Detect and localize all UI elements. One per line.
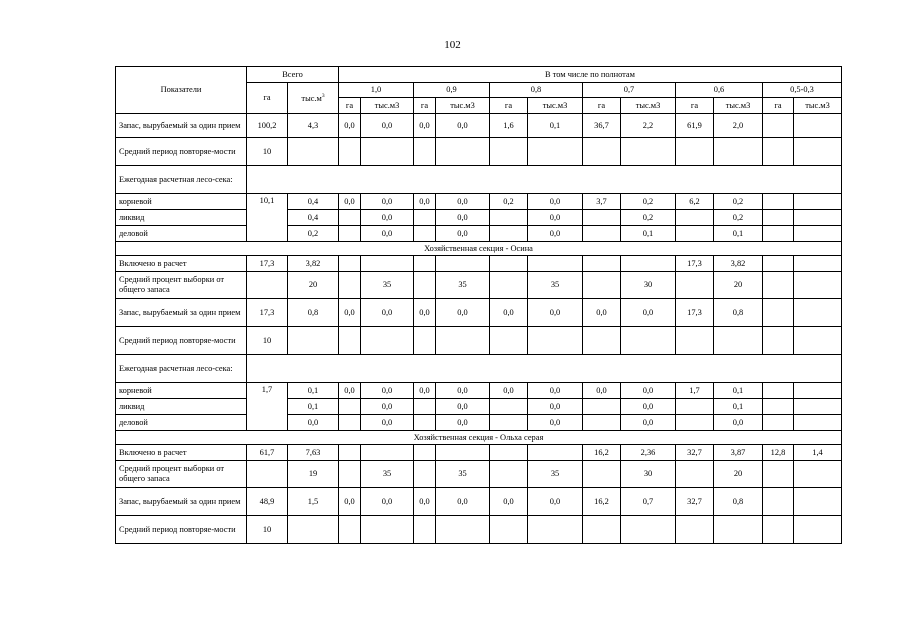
total-header: Всего (247, 67, 339, 83)
cell: 35 (528, 461, 583, 488)
row-root (116, 383, 842, 399)
unit-m3: тыс.м3 (528, 98, 583, 114)
cell (763, 272, 794, 299)
by-density-header: В том числе по полнотам (339, 67, 842, 83)
unit-m3: тыс.м3 (436, 98, 490, 114)
cell: 0,1 (528, 114, 583, 138)
cell: 16,2 (583, 445, 621, 461)
cell: 0,0 (339, 114, 361, 138)
cell: 0,0 (414, 194, 436, 210)
cell: 0,2 (714, 194, 763, 210)
cell: 12,8 (763, 445, 794, 461)
cell: 19 (288, 461, 339, 488)
row-label: Средний процент выборки от общего запаса (116, 461, 247, 488)
cell: 0,0 (414, 114, 436, 138)
cell: 0,0 (339, 299, 361, 327)
row-label: Запас, вырубаемый за один прием (116, 488, 247, 516)
cell (339, 256, 361, 272)
unit-ha: га (583, 98, 621, 114)
cell (794, 226, 842, 242)
cell: 61,9 (676, 114, 714, 138)
cell: 35 (361, 272, 414, 299)
cell (763, 383, 794, 399)
cell: 0,8 (288, 299, 339, 327)
cell (436, 256, 490, 272)
cell: 3,82 (714, 256, 763, 272)
row-liquid (116, 399, 842, 415)
cell: 0,1 (288, 399, 339, 415)
section-title: Хозяйственная секция - Ольха серая (116, 431, 842, 445)
cell: 20 (714, 272, 763, 299)
cell: 0,0 (490, 488, 528, 516)
cell (763, 114, 794, 138)
cell: 17,3 (676, 256, 714, 272)
cell: 0,4 (288, 210, 339, 226)
cell (676, 415, 714, 431)
cell: 6,2 (676, 194, 714, 210)
cell (414, 210, 436, 226)
row-period (116, 138, 842, 166)
cell: 0,0 (528, 226, 583, 242)
cell: 0,1 (288, 383, 339, 399)
cell (414, 415, 436, 431)
cell (794, 256, 842, 272)
cell: 2,36 (621, 445, 676, 461)
cell: 0,0 (436, 194, 490, 210)
unit-ha: га (490, 98, 528, 114)
cell: 0,0 (583, 383, 621, 399)
row-label: Ежегодная расчетная лесо-сека: (116, 355, 247, 383)
annual-spacer (247, 166, 842, 194)
unit-ha: га (414, 98, 436, 114)
row-label: Средний период повторяе-мости (116, 327, 247, 355)
cell (794, 383, 842, 399)
cell: 0,8 (714, 488, 763, 516)
cell (621, 256, 676, 272)
cell: 7,63 (288, 445, 339, 461)
row-label: Средний период повторяе-мости (116, 138, 247, 166)
cell: 0,0 (436, 210, 490, 226)
unit-ha: га (339, 98, 361, 114)
cell (528, 445, 583, 461)
cell: 0,0 (436, 415, 490, 431)
cell (676, 210, 714, 226)
density-0-7: 0,7 (583, 83, 676, 98)
cell: 0,0 (339, 488, 361, 516)
cell: 0,2 (288, 226, 339, 242)
section-header-alder (116, 431, 842, 445)
cell (490, 399, 528, 415)
cell (490, 272, 528, 299)
total-ha-header: га (247, 83, 288, 114)
row-included (116, 445, 842, 461)
section-title: Хозяйственная секция - Осина (116, 242, 842, 256)
cell: 0,0 (361, 114, 414, 138)
header-row-1 (116, 67, 842, 83)
cell: 16,2 (583, 488, 621, 516)
cell: 32,7 (676, 445, 714, 461)
row-label: ликвид (116, 210, 247, 226)
cell (490, 226, 528, 242)
cell (794, 272, 842, 299)
cell: 0,2 (621, 210, 676, 226)
cell: 0,0 (288, 415, 339, 431)
row-label: корневой (116, 383, 247, 399)
cell (414, 461, 436, 488)
cell: 0,0 (436, 383, 490, 399)
row-stock (116, 299, 842, 327)
cell: 0,1 (621, 226, 676, 242)
cell (794, 210, 842, 226)
cell: 17,3 (247, 299, 288, 327)
cell: 61,7 (247, 445, 288, 461)
cell (490, 445, 528, 461)
cell: 10 (247, 138, 288, 166)
annual-spacer (247, 355, 842, 383)
cell: 0,0 (414, 383, 436, 399)
cell (763, 226, 794, 242)
cell: 0,0 (361, 226, 414, 242)
cell (763, 299, 794, 327)
cell: 20 (714, 461, 763, 488)
cell (339, 226, 361, 242)
cell: 0,0 (490, 383, 528, 399)
cell: 0,0 (583, 299, 621, 327)
cell (490, 256, 528, 272)
unit-m3: тыс.м3 (794, 98, 842, 114)
cell: 0,0 (361, 415, 414, 431)
cell: 0,0 (528, 299, 583, 327)
cell (763, 399, 794, 415)
cell: 0,0 (621, 383, 676, 399)
row-stock (116, 488, 842, 516)
cell: 0,0 (621, 399, 676, 415)
cell (676, 399, 714, 415)
cell (583, 415, 621, 431)
cell (583, 256, 621, 272)
cell: 0,0 (528, 210, 583, 226)
cell (490, 415, 528, 431)
cell (763, 210, 794, 226)
cell: 100,2 (247, 114, 288, 138)
cell: 36,7 (583, 114, 621, 138)
row-label: Запас, вырубаемый за один прием (116, 114, 247, 138)
cell (763, 194, 794, 210)
cell (247, 461, 288, 488)
row-label: Средний период повторяе-мости (116, 516, 247, 544)
row-label: Включено в расчет (116, 256, 247, 272)
cell: 0,2 (714, 210, 763, 226)
cell (583, 399, 621, 415)
row-label: Ежегодная расчетная лесо-сека: (116, 166, 247, 194)
cell: 10 (247, 327, 288, 355)
cell: 0,0 (361, 399, 414, 415)
cell (414, 256, 436, 272)
cell: 35 (361, 461, 414, 488)
cell (676, 226, 714, 242)
cell (794, 194, 842, 210)
cell: 35 (528, 272, 583, 299)
row-business (116, 226, 842, 242)
cell: 0,0 (490, 299, 528, 327)
unit-m3: тыс.м3 (714, 98, 763, 114)
cell (339, 272, 361, 299)
cell: 0,0 (414, 488, 436, 516)
cell: 1,6 (490, 114, 528, 138)
row-annual (116, 166, 842, 194)
cell: 3,7 (583, 194, 621, 210)
cell: 30 (621, 461, 676, 488)
cell (361, 256, 414, 272)
cell (339, 445, 361, 461)
cell (361, 445, 414, 461)
row-label: ликвид (116, 399, 247, 415)
cell: 0,1 (714, 226, 763, 242)
cell (794, 415, 842, 431)
cell: 0,0 (621, 299, 676, 327)
cell (414, 226, 436, 242)
row-business (116, 415, 842, 431)
total-m3-header: $тыс.м^3$ (288, 83, 339, 114)
cell (288, 138, 339, 166)
row-label: корневой (116, 194, 247, 210)
cell (339, 210, 361, 226)
cell (794, 399, 842, 415)
cell (339, 415, 361, 431)
cell (414, 272, 436, 299)
section-header-aspen (116, 242, 842, 256)
density-0-5-0-3: 0,5-0,3 (763, 83, 842, 98)
cell (528, 256, 583, 272)
cell: 4,3 (288, 114, 339, 138)
cell: 0,0 (436, 226, 490, 242)
cell: 0,0 (361, 194, 414, 210)
cell: 0,0 (528, 488, 583, 516)
cell: 1,5 (288, 488, 339, 516)
density-0-9: 0,9 (414, 83, 490, 98)
row-percent (116, 461, 842, 488)
cell (583, 226, 621, 242)
unit-m3: тыс.м3 (361, 98, 414, 114)
cell: 0,0 (528, 399, 583, 415)
indicators-header: Показатели (116, 67, 247, 114)
cell (676, 272, 714, 299)
cell: 0,0 (339, 194, 361, 210)
row-included (116, 256, 842, 272)
cell: 0,0 (714, 415, 763, 431)
cell: 17,3 (247, 256, 288, 272)
cell: 32,7 (676, 488, 714, 516)
cell: 0,0 (436, 299, 490, 327)
cell (583, 461, 621, 488)
density-0-8: 0,8 (490, 83, 583, 98)
cell: 0,1 (714, 383, 763, 399)
cell (794, 461, 842, 488)
cell: 0,0 (528, 415, 583, 431)
cell: 0,8 (714, 299, 763, 327)
cell: 17,3 (676, 299, 714, 327)
page-number: 102 (444, 39, 461, 51)
row-label: Запас, вырубаемый за один прием (116, 299, 247, 327)
cell (583, 272, 621, 299)
cell (763, 488, 794, 516)
cell (676, 461, 714, 488)
cell (763, 256, 794, 272)
cell (583, 210, 621, 226)
cell: 0,4 (288, 194, 339, 210)
cell: 3,82 (288, 256, 339, 272)
cell (794, 114, 842, 138)
cell (436, 445, 490, 461)
row-percent (116, 272, 842, 299)
cell: 20 (288, 272, 339, 299)
cell: 0,0 (528, 383, 583, 399)
cell: 1,7 (676, 383, 714, 399)
cell: 0,0 (528, 194, 583, 210)
cell: 35 (436, 461, 490, 488)
cell (414, 445, 436, 461)
cell (763, 415, 794, 431)
row-period (116, 327, 842, 355)
row-annual (116, 355, 842, 383)
cell: 0,7 (621, 488, 676, 516)
density-1-0: 1,0 (339, 83, 414, 98)
unit-ha: га (763, 98, 794, 114)
cell (247, 272, 288, 299)
cell: 10 (247, 516, 288, 544)
cell (339, 461, 361, 488)
cell: 0,0 (361, 488, 414, 516)
cell: 0,0 (436, 114, 490, 138)
row-root (116, 194, 842, 210)
row-period (116, 516, 842, 544)
cell: 3,87 (714, 445, 763, 461)
cell: 0,0 (339, 383, 361, 399)
row-liquid (116, 210, 842, 226)
cell (490, 210, 528, 226)
cell (490, 461, 528, 488)
row-label: Средний процент выборки от общего запаса (116, 272, 247, 299)
cell: 0,2 (621, 194, 676, 210)
cell: 0,0 (621, 415, 676, 431)
row-stock (116, 114, 842, 138)
cell: 0,2 (490, 194, 528, 210)
forest-cutting-table (115, 66, 842, 544)
cell (794, 299, 842, 327)
cell (763, 461, 794, 488)
annual-total-ha: 1,7 (247, 383, 288, 431)
cell: 2,2 (621, 114, 676, 138)
cell: 0,1 (714, 399, 763, 415)
unit-ha: га (676, 98, 714, 114)
cell: 35 (436, 272, 490, 299)
cell: 1,4 (794, 445, 842, 461)
row-label: деловой (116, 226, 247, 242)
cell (794, 488, 842, 516)
row-label: деловой (116, 415, 247, 431)
cell: 0,0 (414, 299, 436, 327)
cell: 2,0 (714, 114, 763, 138)
cell (339, 399, 361, 415)
cell: 48,9 (247, 488, 288, 516)
cell: 0,0 (361, 210, 414, 226)
unit-m3: тыс.м3 (621, 98, 676, 114)
row-label: Включено в расчет (116, 445, 247, 461)
annual-total-ha: 10,1 (247, 194, 288, 242)
cell: 0,0 (436, 399, 490, 415)
cell: 30 (621, 272, 676, 299)
density-0-6: 0,6 (676, 83, 763, 98)
cell: 0,0 (436, 488, 490, 516)
cell: 0,0 (361, 299, 414, 327)
cell: 0,0 (361, 383, 414, 399)
cell (414, 399, 436, 415)
